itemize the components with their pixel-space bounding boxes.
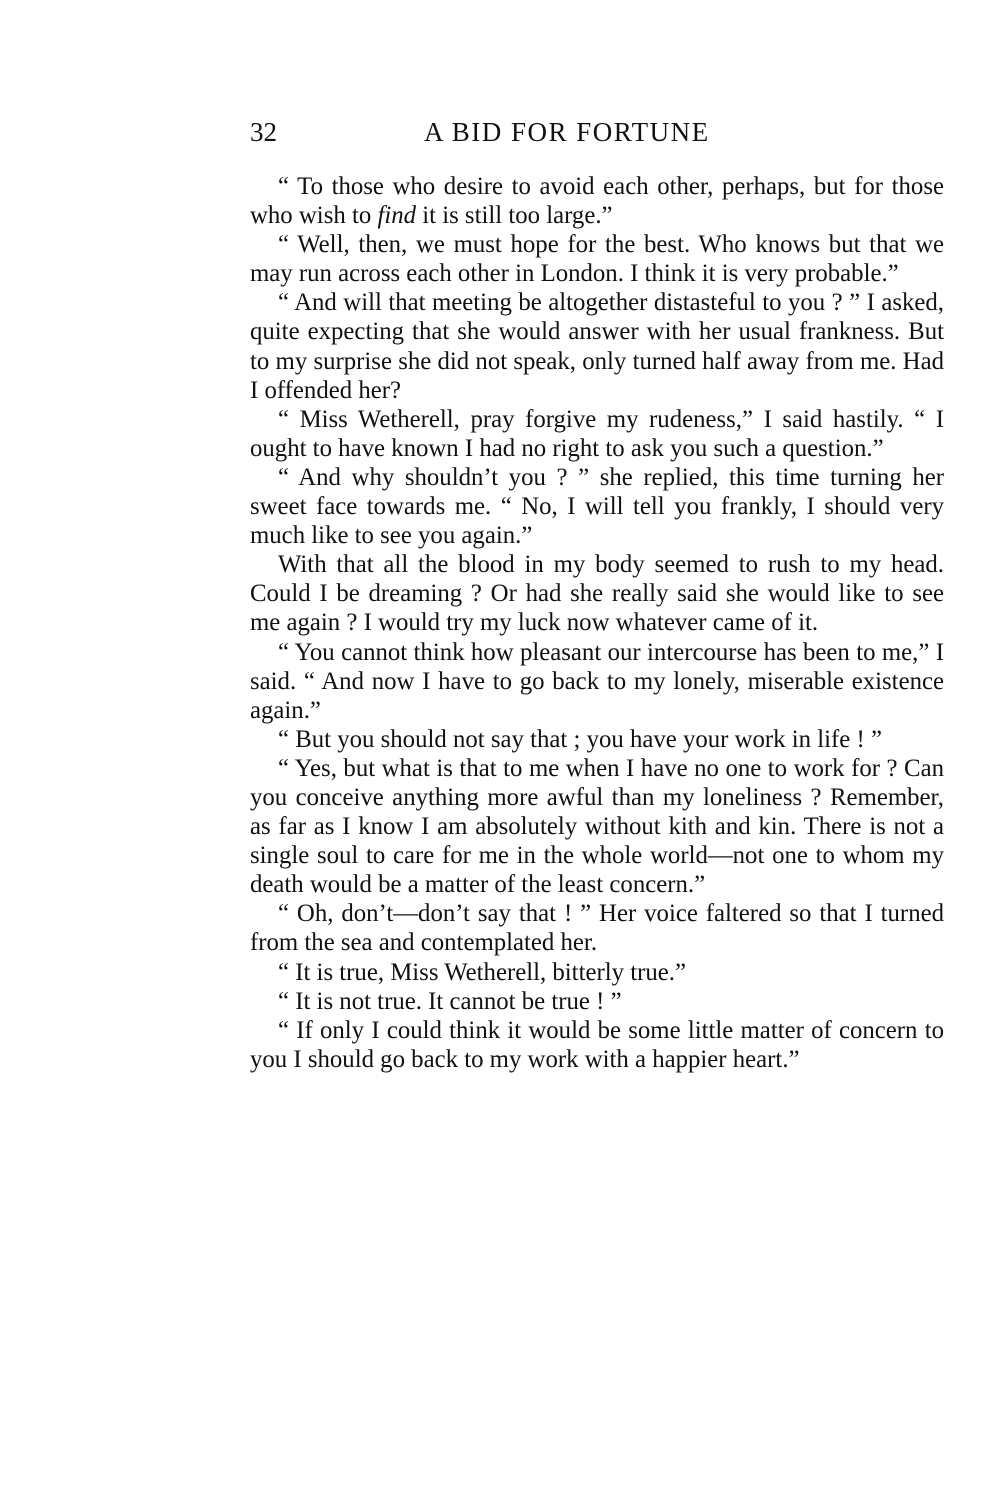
paragraph-12: “ It is not true. It cannot be true ! ”: [278, 987, 622, 1015]
paragraph-2: “ Well, then, we must hope for the best. Who knows but that we may run across each other in London. I think it is very probable.”: [250, 231, 944, 288]
paragraph-11: “ It is true, Miss Wetherell, bitterly true.”: [278, 958, 686, 986]
paragraph-13: “ If only I could think it would be some little matter of concern to you I should go back to my work with a happier heart.”: [250, 1016, 944, 1073]
book-title: A BID FOR FORTUNE: [424, 117, 710, 147]
italic-word: find: [377, 202, 417, 230]
paragraph-1: [250, 172, 944, 230]
paragraph-8: “ But you should not say that ; you have your work in life ! ”: [278, 725, 882, 753]
paragraph-1-text-after: it is still too large.”: [416, 202, 613, 230]
page-number: 32: [250, 117, 277, 147]
body-text: [250, 172, 944, 1074]
paragraph-9: “ Yes, but what is that to me when I have no one to work for ? Can you conceive anything more awful than my loneliness ? Remember, as far as I know I am absolutely without kith and kin. There is not a single soul to care for me in the whole world—not one to whom my death would be a matter of the least concern.”: [250, 754, 944, 899]
paragraph-5: “ And why shouldn’t you ? ” she replied, this time turning her sweet face towards me. “ No, I will tell you frankly, I should very much like to see you again.”: [250, 463, 944, 550]
paragraph-10: “ Oh, don’t—don’t say that ! ” Her voice faltered so that I turned from the sea and contemplated her.: [250, 900, 944, 957]
running-head: [250, 112, 944, 152]
paragraph-6: With that all the blood in my body seemed to rush to my head. Could I be dreaming ? Or had she really said she would like to see me again ? I would try my luck now whatever came of it.: [250, 551, 944, 637]
paragraph-3: “ And will that meeting be altogether distasteful to you ? ” I asked, quite expecting that she would answer with her usual frankness. But to my surprise she did not speak, only turned half away from me. Had I offended her?: [250, 289, 944, 404]
paragraph-4: “ Miss Wetherell, pray forgive my rudeness,” I said hastily. “ I ought to have known I had no right to ask you such a question.”: [250, 405, 944, 462]
paragraph-1-text-before: “ To those who desire to avoid each other, perhaps, but for those who wish to: [250, 173, 944, 230]
paragraph-7: “ You cannot think how pleasant our intercourse has been to me,” I said. “ And now I have to go back to my lonely, miserable existence again.”: [250, 638, 944, 724]
